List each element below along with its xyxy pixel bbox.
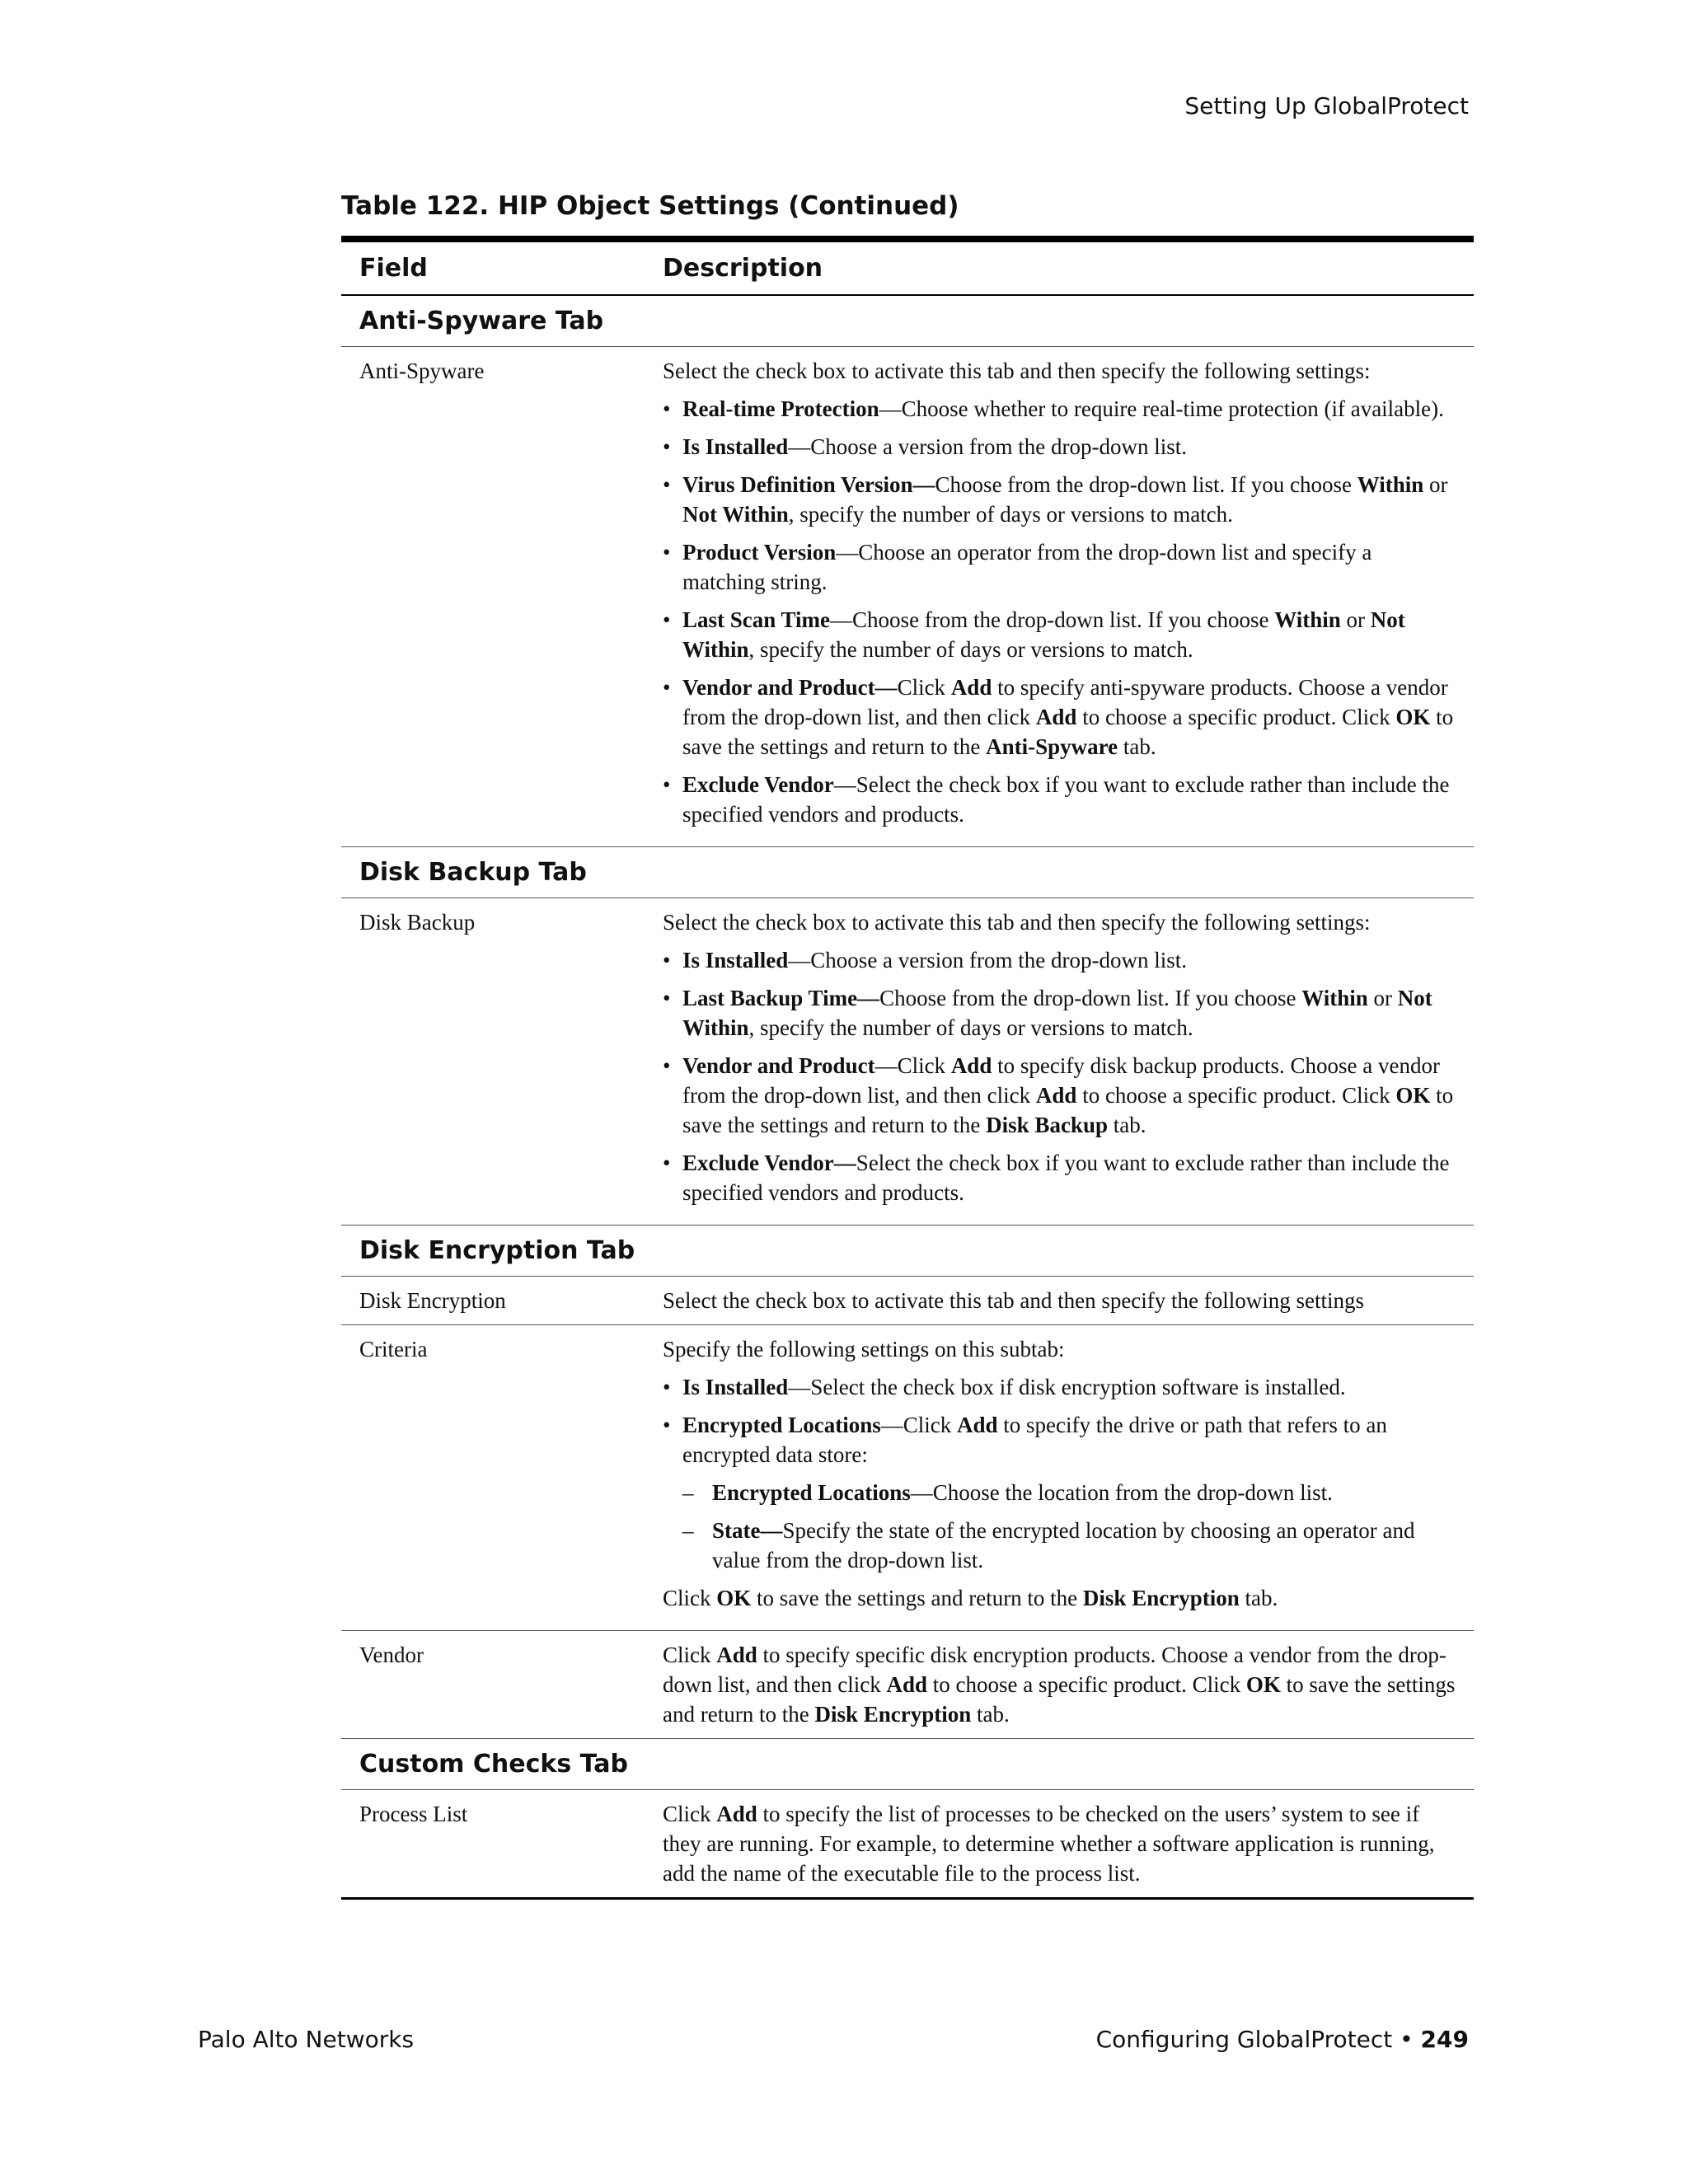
field-name: Process List bbox=[341, 1790, 645, 1899]
sub-settings-list bbox=[682, 1478, 1457, 1575]
section-row-custom-checks bbox=[341, 1739, 1474, 1790]
list-item: • Is Installed—Choose a version from the drop-down list. bbox=[663, 432, 1457, 462]
section-row-disk-backup bbox=[341, 847, 1474, 898]
list-item: • Is Installed—Choose a version from the drop-down list. bbox=[663, 945, 1457, 975]
section-heading: Anti-Spyware Tab bbox=[341, 295, 1474, 347]
list-item: • Exclude Vendor—Select the check box if you want to exclude rather than include the specified vendors and products. bbox=[663, 770, 1457, 829]
table-row bbox=[341, 1325, 1474, 1631]
table-header-row bbox=[341, 239, 1474, 295]
table-row bbox=[341, 1277, 1474, 1325]
field-description: Click Add to specify the list of processes to be checked on the users’ system to see if they are running. For example, to determine whether a software application is running, add the name of the executable file to the process list. bbox=[645, 1790, 1474, 1899]
section-row-disk-encryption bbox=[341, 1226, 1474, 1277]
column-header-field: Field bbox=[341, 239, 645, 295]
field-description bbox=[645, 347, 1474, 847]
table-caption: Table 122. HIP Object Settings (Continued) bbox=[341, 191, 959, 221]
field-description bbox=[645, 1325, 1474, 1631]
settings-list bbox=[663, 945, 1457, 1207]
list-item: • Last Backup Time—Choose from the drop-down list. If you choose Within or Not Within, specify the number of days or versions to match. bbox=[663, 983, 1457, 1043]
table-row bbox=[341, 1790, 1474, 1899]
section-row-anti-spyware bbox=[341, 295, 1474, 347]
sub-list-item: – Encrypted Locations—Choose the location from the drop-down list. bbox=[682, 1478, 1457, 1507]
field-name: Vendor bbox=[341, 1631, 645, 1739]
description-closing: Click OK to save the settings and return to the Disk Encryption tab. bbox=[663, 1586, 1278, 1610]
list-item: • Last Scan Time—Choose from the drop-down list. If you choose Within or Not Within, specify the number of days or versions to match. bbox=[663, 605, 1457, 664]
list-item: • Vendor and Product—Click Add to specify disk backup products. Choose a vendor from the drop-down list, and then click Add to choose a specific product. Click OK to save the settings and return to the Disk Backup tab. bbox=[663, 1051, 1457, 1140]
footer-page-info bbox=[1096, 2026, 1469, 2053]
field-name: Criteria bbox=[341, 1325, 645, 1631]
field-description: Click Add to specify specific disk encryption products. Choose a vendor from the drop-down list, and then click Add to choose a specific product. Click OK to save the settings and return to the Disk Encryption tab. bbox=[645, 1631, 1474, 1739]
table-row bbox=[341, 1631, 1474, 1739]
table-row bbox=[341, 898, 1474, 1226]
field-name: Disk Backup bbox=[341, 898, 645, 1226]
table-row bbox=[341, 347, 1474, 847]
sub-list-item: – State—Specify the state of the encrypted location by choosing an operator and value from the drop-down list. bbox=[682, 1516, 1457, 1575]
field-description bbox=[645, 898, 1474, 1226]
list-item: • Real-time Protection—Choose whether to require real-time protection (if available). bbox=[663, 394, 1457, 424]
settings-list bbox=[663, 1372, 1457, 1575]
section-heading: Disk Encryption Tab bbox=[341, 1226, 1474, 1277]
running-header: Setting Up GlobalProtect bbox=[1184, 92, 1469, 120]
list-item: • Encrypted Locations—Click Add to specify the drive or path that refers to an encrypted data store: – Encrypted Locations—Choose the location from the drop-down list. – State—Specify the state of the encrypted location by choosing an operator and value from the drop-down list. bbox=[663, 1410, 1457, 1575]
section-heading: Disk Backup Tab bbox=[341, 847, 1474, 898]
list-item: • Exclude Vendor—Select the check box if you want to exclude rather than include the specified vendors and products. bbox=[663, 1148, 1457, 1207]
hip-object-settings-table bbox=[341, 236, 1474, 1900]
column-header-description: Description bbox=[645, 239, 1474, 295]
settings-list bbox=[663, 394, 1457, 829]
list-item: • Vendor and Product—Click Add to specify anti-spyware products. Choose a vendor from the drop-down list, and then click Add to choose a specific product. Click OK to save the settings and return to the Anti-Spyware tab. bbox=[663, 673, 1457, 762]
field-name: Disk Encryption bbox=[341, 1277, 645, 1325]
list-item: • Is Installed—Select the check box if disk encryption software is installed. bbox=[663, 1372, 1457, 1402]
field-description: Select the check box to activate this tab and then specify the following settings bbox=[645, 1277, 1474, 1325]
description-intro: Select the check box to activate this tab and then specify the following settings: bbox=[663, 910, 1371, 935]
list-item: • Virus Definition Version—Choose from the drop-down list. If you choose Within or Not Within, specify the number of days or versions to match. bbox=[663, 470, 1457, 529]
section-heading: Custom Checks Tab bbox=[341, 1739, 1474, 1790]
footer-company: Palo Alto Networks bbox=[198, 2026, 415, 2053]
list-item: • Product Version—Choose an operator from the drop-down list and specify a matching string. bbox=[663, 537, 1457, 597]
footer-chapter: Configuring GlobalProtect • bbox=[1095, 2026, 1421, 2053]
description-intro: Select the check box to activate this tab and then specify the following settings: bbox=[663, 359, 1371, 383]
page-number: 249 bbox=[1420, 2026, 1469, 2053]
field-name: Anti-Spyware bbox=[341, 347, 645, 847]
description-intro: Specify the following settings on this subtab: bbox=[663, 1337, 1065, 1361]
